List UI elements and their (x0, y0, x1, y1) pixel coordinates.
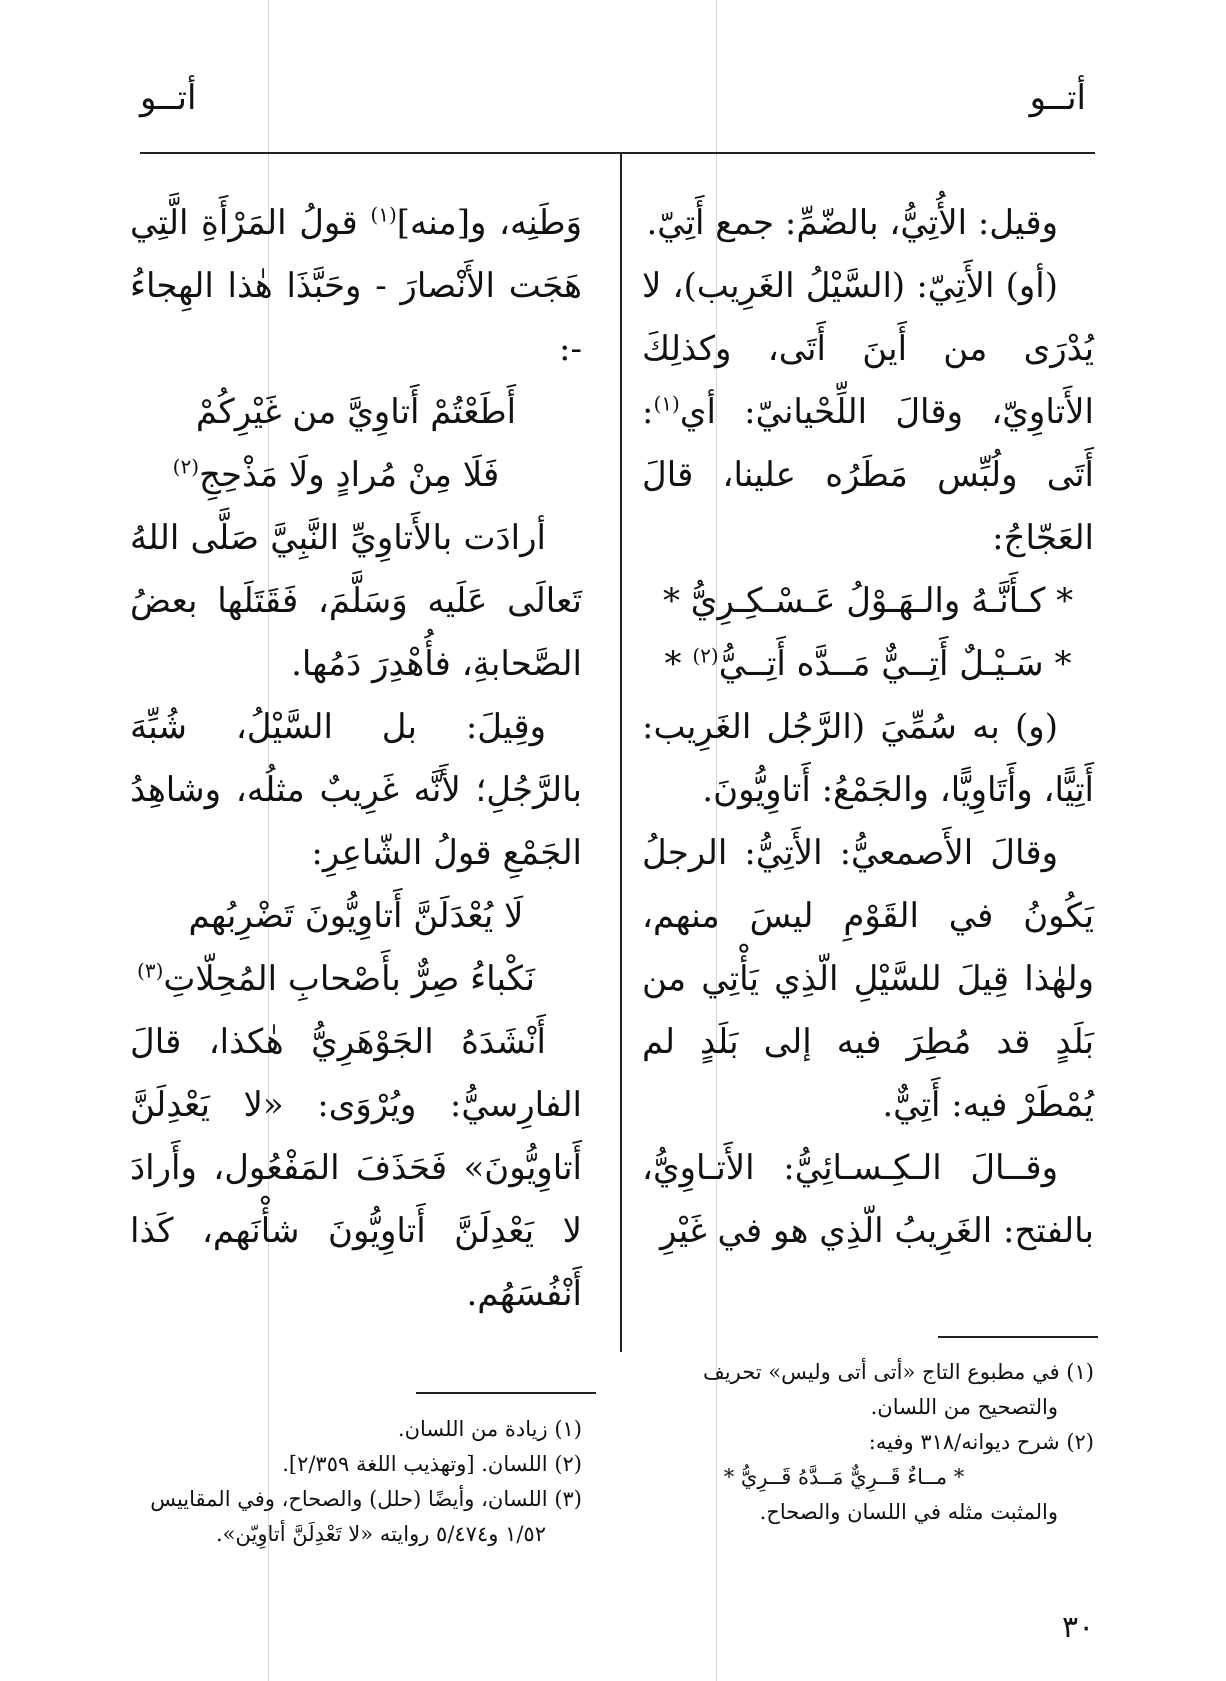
text-run: * سَـيْـلٌ أَتِــيٌّ مَــدَّه أَتِــيُّ (718, 644, 1072, 684)
text-run: فَلَا مِنْ مُرادٍ ولَا مَذْحِجِ (199, 455, 500, 495)
footnotes-right (624, 1355, 1094, 1530)
footnote-continuation: والمثبت مثله في اللسان والصحاح. (759, 1500, 1058, 1524)
poem-verse: أَطَعْتُمْ أَتاوِيَّ من غَيْرِكُمْ (195, 392, 517, 432)
footnote: (١) زيادة من اللسان. (397, 1417, 582, 1441)
text-run: وَطَنِه، و[منه] (396, 203, 582, 243)
column-divider (620, 152, 622, 1352)
entry-paragraph: وقِيلَ: بل السَّيْلُ، شُبِّهَ بالرَّجُلِ؛ لأَنَّه غَرِيبٌ مثلُه، وشاهِدُ الجَمْعِ قولُ الشّاعِرِ: (130, 707, 582, 873)
right-column (642, 192, 1094, 1263)
footnote-ref: (٣) (137, 958, 164, 983)
footnote: (٢) شرح ديوانه/٣١٨ وفيه: (868, 1430, 1094, 1454)
entry-paragraph: أَنْشَدَهُ الجَوْهَرِيُّ هٰكذا، قالَ الفارِسيُّ: ويُرْوَى: «لا يَعْدِلَنَّ أَتاوِيُّونَ» فَحَذَفَ المَفْعُول، وأَرادَ لا يَعْدِلَنَّ أَتاوِيُّونَ شأْنَهم، كَذا أَنْفُسَهُم. (130, 1022, 582, 1314)
footnote-ref: (١) (370, 202, 397, 227)
running-header-right: أتــو (1029, 78, 1086, 118)
footnote: (٢) اللسان. [وتهذيب اللغة ٢/٣٥٩]. (282, 1452, 582, 1476)
text-run: (أو) الأَتِيّ: (السَّيْلُ الغَرِيب)، لا يُدْرَى من أَينَ أَتَى، وكذلِكَ الأَتاوِيّ، وقالَ اللِّحْيانيّ: أي (642, 266, 1094, 432)
footnote: (٣) اللسان، وأيضًا (حلل) والصحاح، وفي المقاييس (150, 1487, 582, 1511)
poem-verse (130, 948, 582, 1011)
entry-paragraph: وقــالَ الـكِـسـائِيُّ: الأَتـاوِيُّ، بالفتح: الغَرِيبُ الّذِي هو في غَيْرِ (642, 1148, 1094, 1251)
left-column (130, 192, 582, 1326)
text-run: * (664, 644, 693, 684)
entry-paragraph (642, 255, 1094, 570)
footnote-rule (938, 1336, 1098, 1338)
entry-paragraph: أرادَت بالأَتاوِيِّ النَّبِيَّ صَلَّى اللهُ تَعالَى عَلَيه وَسَلَّمَ، فَقَتَلَها بعضُ الصَّحابةِ، فأُهْدِرَ دَمُها. (130, 518, 582, 684)
footnote-ref: (٢) (172, 454, 200, 479)
poem-verse: * كـأَنَّـهُ والـهَـوْلُ عَـسْـكِـرِيُّ * (662, 581, 1074, 621)
text-run: : أَتَى ولُبِّس مَطَرُه علينا، قالَ العَجّاجُ: (642, 392, 1094, 558)
poem-verse (642, 633, 1094, 696)
page-number: ٣٠ (1062, 1610, 1095, 1645)
footnote: (١) في مطبوع التاج «أتى أتى وليس» تحريف (703, 1360, 1094, 1384)
poem-verse: لَا يُعْدَلَنَّ أَتاوِيُّونَ تَضْرِبُهم (188, 896, 524, 936)
footnote-continuation: والتصحيح من اللسان. (870, 1395, 1058, 1419)
running-header-left: أتــو (140, 78, 197, 118)
footnotes-left (122, 1412, 582, 1552)
footnote-ref: (٢) (692, 643, 719, 668)
poem-verse (130, 444, 582, 507)
footnote-rule (416, 1392, 596, 1394)
header-rule (140, 152, 1095, 154)
text-run: قولُ المَرْأَةِ الَّتِي هَجَت الأَنْصارَ - وحَبَّذَا هٰذا الهِجاءُ -: (130, 203, 582, 369)
entry-paragraph: وقالَ الأَصمعيُّ: الأَتِيُّ: الرجلُ يَكُونُ في القَوْمِ ليسَ منهم، ولهٰذا قِيلَ للسَّيْلِ الّذِي يَأْتِي من بَلَدٍ قد مُطِرَ فيه إلى بَلَدٍ لم يُمْطَرْ فيه: أَتِيٌّ. (642, 833, 1094, 1125)
footnote-continuation: ١/٥٢ و٥/٤٧٤ روايته «لا تَعْدِلَنَّ أتاوِيّن». (216, 1522, 546, 1546)
text-run: نَكْباءُ صِرٌّ بأَصْحابِ المُحِلّاتِ (163, 959, 535, 999)
entry-paragraph: وقيل: الأُتِيُّ، بالضّمِّ: جمع أَتِيّ. (646, 203, 1058, 243)
footnote-verse: * مــاءٌ قَــرِيٌّ مَــدَّهُ قَــرِيُّ * (723, 1465, 965, 1489)
entry-paragraph: (و) به سُمِّيَ (الرَّجُل الغَرِيب: أَتِيًّا، وأَتَاوِيًّا، والجَمْعُ: أَتاوِيُّونَ. (642, 707, 1094, 810)
footnote-ref: (١) (653, 391, 680, 416)
entry-paragraph (130, 192, 582, 381)
